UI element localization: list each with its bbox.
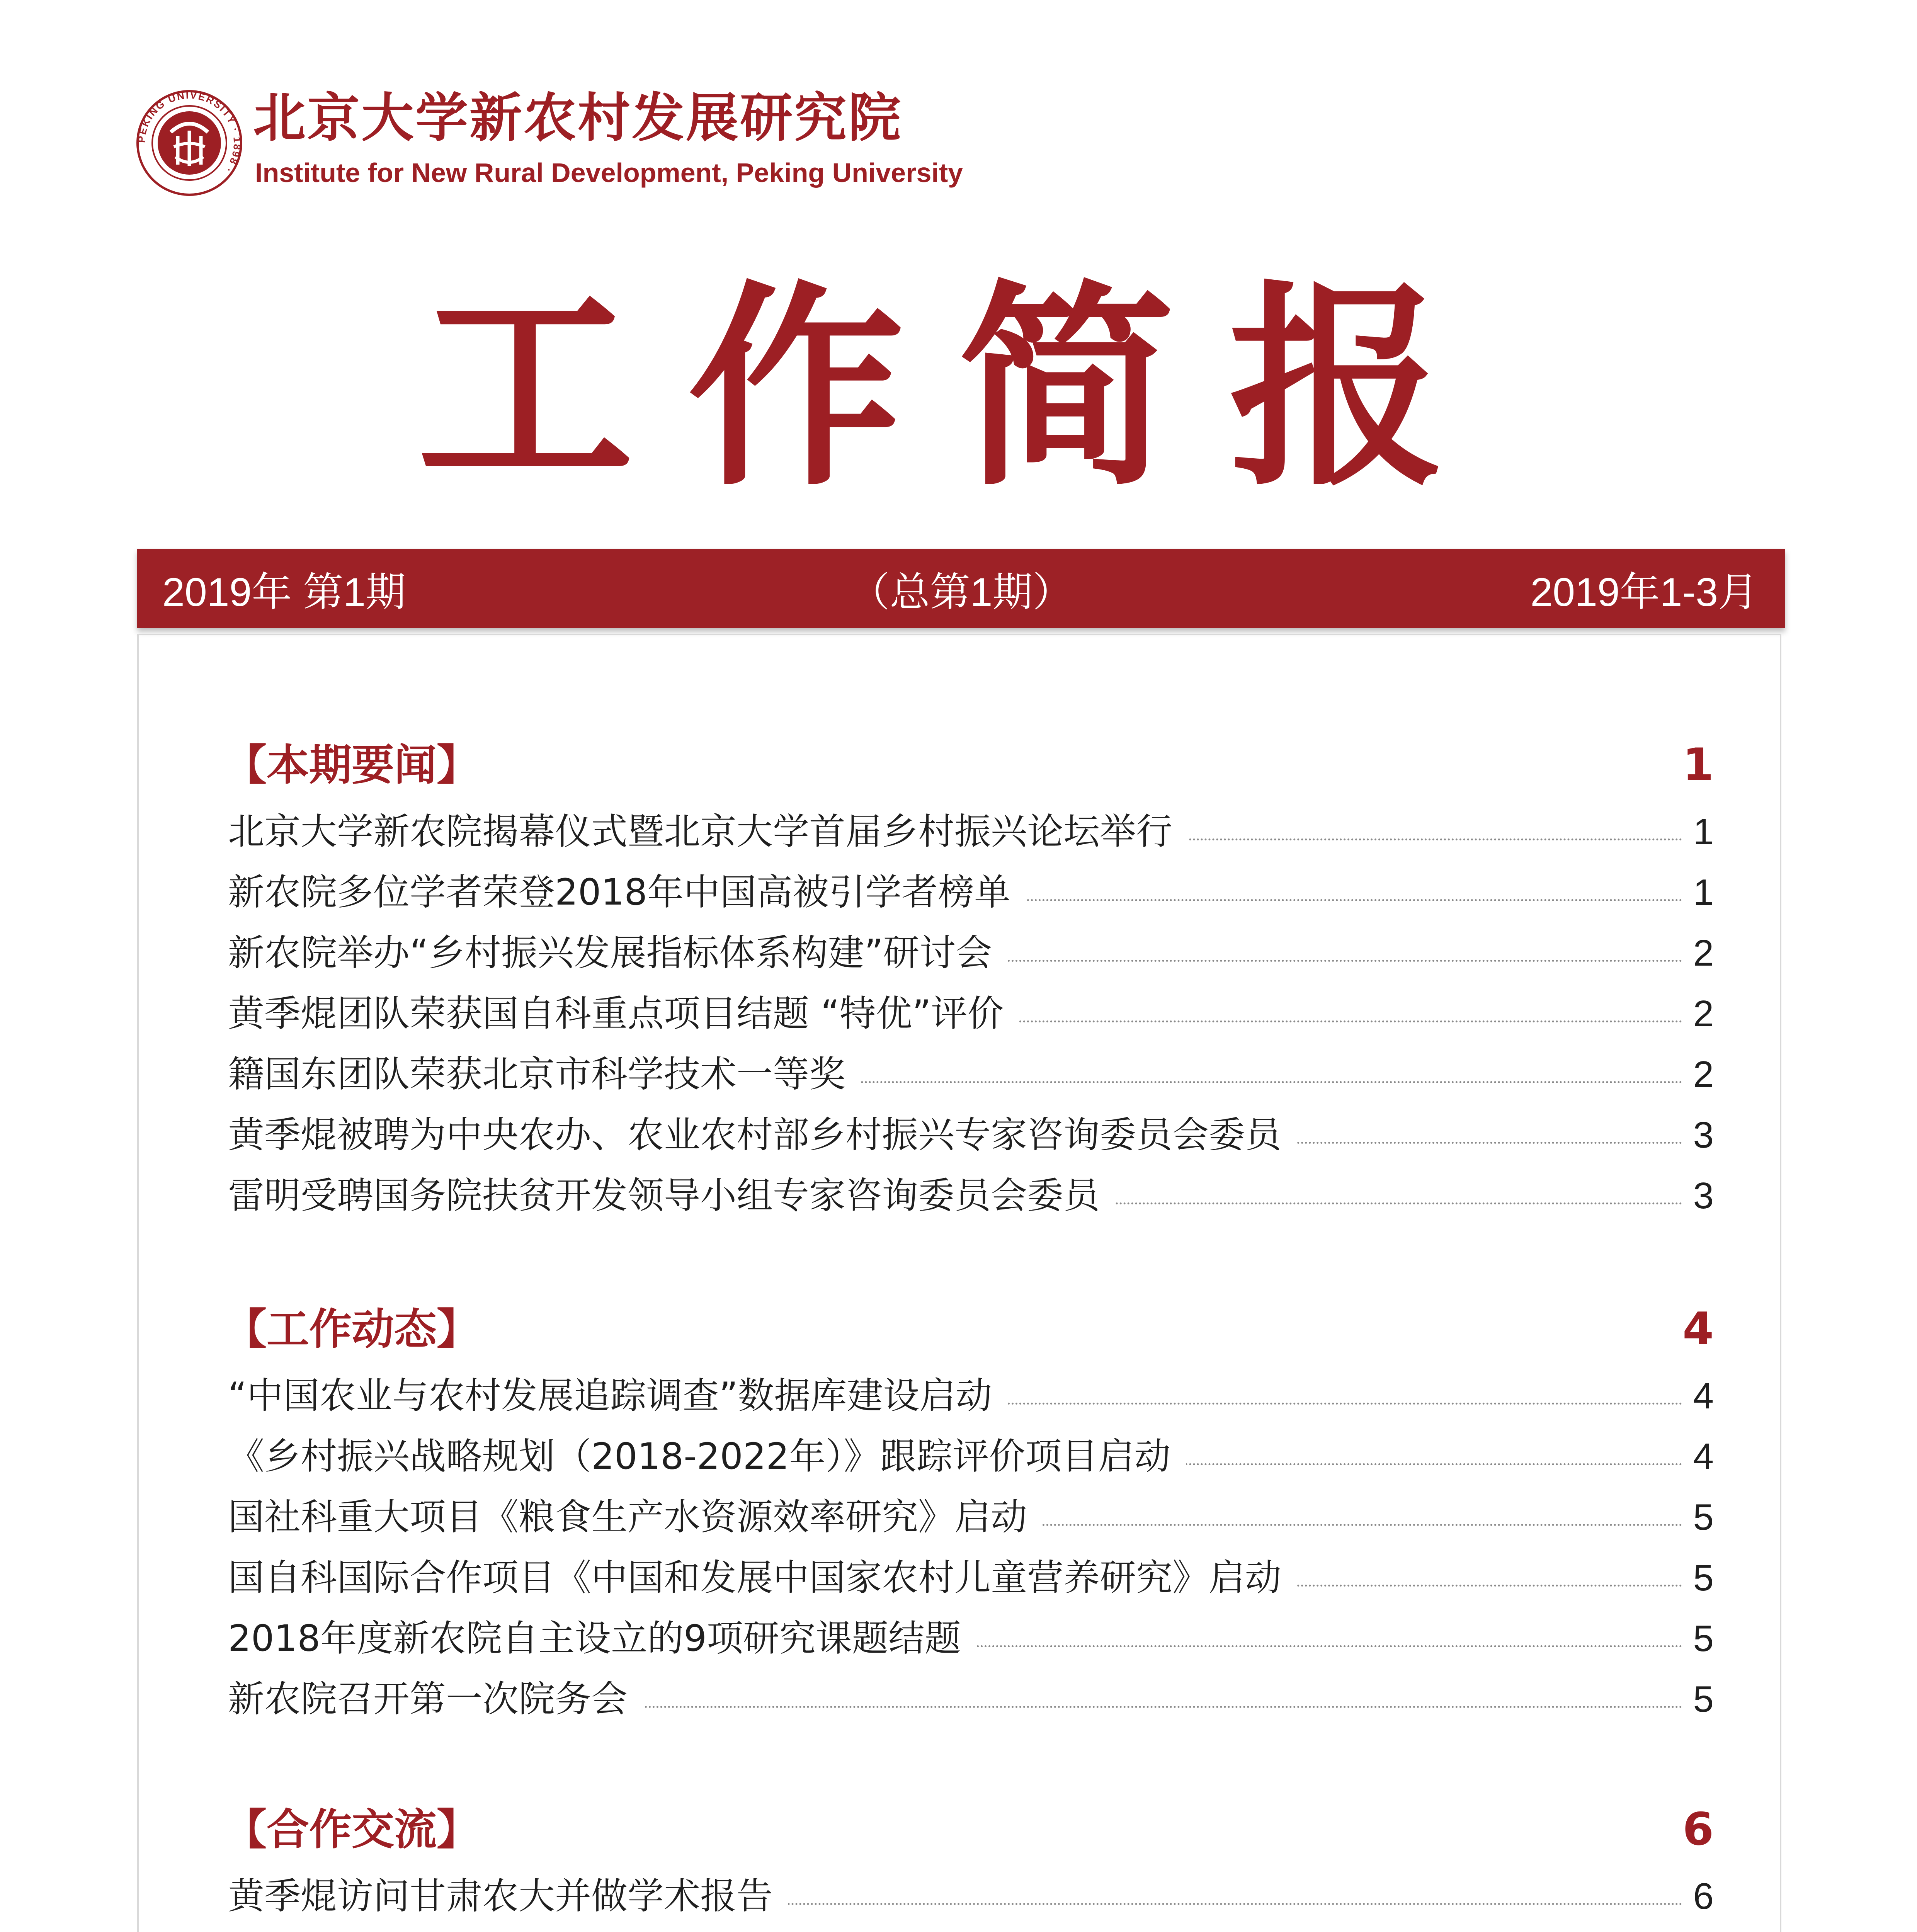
toc-item-page: 2 [1682,989,1714,1039]
section-title: 【合作交流】 [224,1805,479,1854]
toc-item[interactable] [228,1674,1714,1725]
section-header [224,738,1714,792]
toc-item-title: 雷明受聘国务院扶贫开发领导小组专家咨询委员会委员 [228,1171,1115,1221]
section-header [224,1302,1714,1356]
section-page-number: 4 [1682,1303,1714,1355]
toc-item-page: 1 [1682,807,1714,857]
toc-item-page: 2 [1682,1049,1714,1100]
toc-item-title: 新农院多位学者荣登2018年中国高被引学者榜单 [228,867,1026,918]
toc-item[interactable] [228,989,1714,1039]
toc-item-page: 5 [1682,1553,1714,1603]
svg-text:PEKING UNIVERSITY · 1898 ·: PEKING UNIVERSITY · 1898 · [135,89,243,176]
toc-item-page: 2 [1682,928,1714,978]
toc-item-title: 2018年度新农院自主设立的9项研究课题结题 [228,1614,976,1664]
peking-university-seal-logo [135,89,243,197]
toc-item-title: 新农院召开第一次院务会 [228,1674,643,1725]
institute-name-chinese: 北京大学新农村发展研究院 [253,88,902,149]
toc-item[interactable] [228,928,1714,978]
toc-item-page: 4 [1682,1371,1714,1421]
toc-item-title: 国社科重大项目《粮食生产水资源效率研究》启动 [228,1492,1043,1543]
toc-item-page: 4 [1682,1432,1714,1482]
masthead-title [386,247,1530,526]
section-page-number: 1 [1682,739,1714,791]
section-page-number: 6 [1682,1803,1714,1855]
svg-text:工作简报: 工作简报 [417,261,1499,515]
toc-item-page: 5 [1682,1492,1714,1543]
section-header [224,1803,1714,1857]
toc-item[interactable] [228,1492,1714,1543]
toc-item[interactable] [228,867,1714,918]
section-title: 【工作动态】 [224,1304,479,1354]
issue-info-bar [137,549,1785,628]
toc-item-page: 6 [1682,1871,1714,1922]
toc-item[interactable] [228,1171,1714,1221]
toc-item-title: 北京大学新农院揭幕仪式暨北京大学首届乡村振兴论坛举行 [228,807,1188,857]
toc-item-page: 5 [1682,1674,1714,1725]
institute-name-english: Institute for New Rural Development, Peking University [255,158,963,188]
toc-item-title: 新农院举办“乡村振兴发展指标体系构建”研讨会 [228,928,1007,978]
toc-item-title: “中国农业与农村发展追踪调查”数据库建设启动 [228,1371,1007,1421]
toc-item[interactable] [228,807,1714,857]
toc-item[interactable] [228,1049,1714,1100]
section-title: 【本期要闻】 [224,740,479,790]
toc-item-title: 黄季焜团队荣获国自科重点项目结题 “特优”评价 [228,989,1019,1039]
toc-item-page: 3 [1682,1110,1714,1160]
toc-item-title: 《乡村振兴战略规划（2018-2022年）》跟踪评价项目启动 [228,1432,1186,1482]
toc-item[interactable] [228,1110,1714,1160]
issue-period: 2019年1-3月 [1530,570,1758,615]
toc-item-title: 黄季焜被聘为中央农办、农业农村部乡村振兴专家咨询委员会委员 [228,1110,1297,1160]
toc-item[interactable] [228,1371,1714,1421]
toc-item-title: 黄季焜访问甘肃农大并做学术报告 [228,1871,788,1922]
toc-item-page: 3 [1682,1171,1714,1221]
toc-item-page: 5 [1682,1614,1714,1664]
toc-item[interactable] [228,1432,1714,1482]
issue-number: 2019年 第1期 [162,570,406,615]
toc-item[interactable] [228,1614,1714,1664]
issue-total-number: （总第1期） [849,570,1073,615]
toc-item-title: 籍国东团队荣获北京市科学技术一等奖 [228,1049,861,1100]
toc-item-page: 1 [1682,867,1714,918]
toc-item-title: 国自科国际合作项目《中国和发展中国家农村儿童营养研究》启动 [228,1553,1297,1603]
toc-item[interactable] [228,1871,1714,1922]
toc-item[interactable] [228,1553,1714,1603]
